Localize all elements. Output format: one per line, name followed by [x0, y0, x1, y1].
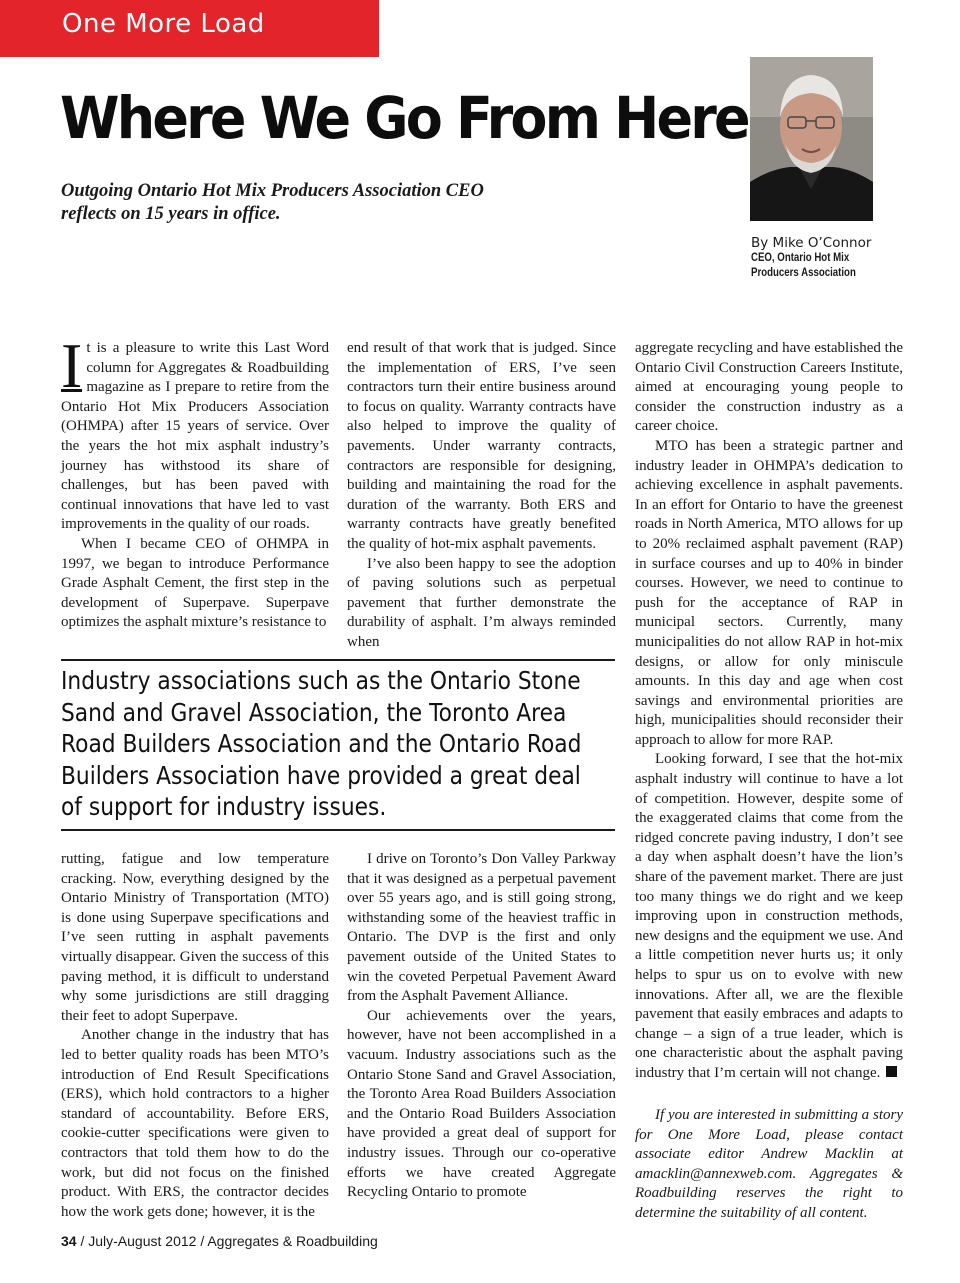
- article-column-2-lower: [347, 850, 616, 1203]
- pullquote-rule-bottom: [61, 829, 615, 831]
- paragraph: I t is a pleasure to write this Last Word column for Aggregates & Roadbuilding magazine as I prepare to retire from the Ontario Hot Mix Producers Association (OHMPA) after 15 years of service. Over the years the hot mix asphalt industry’s journey has withstood its share of challenges, but has been paved with continual innovations that have led to vast improvements in the quality of our roads.: [61, 330, 329, 533]
- paragraph: MTO has been a strategic partner and industry leader in OHMPA’s dedication to achieving excellence in asphalt pavements. In an effort for Ontario to have the greenest roads in North America, MTO allows for up to 20% reclaimed asphalt pavement (RAP) in surface courses and up to 40% in binder courses. However, we need to continue to push for the acceptance of RAP in municipal sectors. Currently, many municipalities do not allow RAP in hot-mix designs, or allow for only miniscule amounts. In this day and age when cost savings and environmental priorities are high, municipalities should reconsider their approach to allow for more RAP.: [635, 437, 903, 748]
- page-number: 34: [61, 1233, 77, 1249]
- headline: Where We Go From Here: [60, 84, 748, 152]
- article-column-1: [61, 330, 329, 633]
- paragraph: Our achievements over the years, however, have not been accomplished in a vacuum. Industry associations such as the Ontario Stone Sand and Gravel Association, the Toronto Area Road Builders Association and the Ontario Road Builders Association have provided a great deal of support for industry issues. Through our co-operative efforts we have created Aggregate Recycling Ontario to promote: [347, 1007, 616, 1201]
- paragraph: rutting, fatigue and low temperature cracking. Now, everything designed by the Ontario Ministry of Transportation (MTO) is done using Superpave specifications and I’ve seen rutting in asphalt pavements virtually disappear. Given the success of this paving method, it is difficult to understand why some jurisdictions are still dragging their feet to adopt Superpave.: [61, 851, 329, 1024]
- byline: [751, 235, 901, 281]
- author-photo: [750, 57, 873, 221]
- page-footer: [61, 1233, 378, 1249]
- article-column-3: [635, 339, 903, 1084]
- author-name: By Mike O’Connor: [751, 235, 872, 251]
- footer-text: / July-August 2012 / Aggregates & Roadbuilding: [76, 1233, 378, 1249]
- end-mark: [886, 1066, 897, 1077]
- submission-note: If you are interested in submitting a story for One More Load, please contact associate editor Andrew Macklin at amacklin@annexweb.com. Aggregates & Roadbuilding reserves the right to determine the suitability of all content.: [635, 1107, 903, 1221]
- section-banner: [0, 0, 379, 57]
- deck-subtitle: Outgoing Ontario Hot Mix Producers Association CEO reflects on 15 years in office.: [61, 181, 484, 224]
- author-title: CEO, Ontario Hot Mix Producers Association: [751, 252, 856, 279]
- paragraph: When I became CEO of OHMPA in 1997, we began to introduce Performance Grade Asphalt Cement, the first step in the development of Superpave. Superpave optimizes the asphalt mixture’s resistance to: [61, 535, 329, 631]
- paragraph: aggregate recycling and have established the Ontario Civil Construction Careers Institute, aimed at encouraging young people to consider the construction industry as a career choice.: [635, 340, 903, 435]
- pullquote-rule-top: [61, 659, 615, 661]
- paragraph: Another change in the industry that has led to better quality roads has been MTO’s introduction of End Result Specifications (ERS), which hold contractors to a higher standard of accountability. Before ERS, cookie-cutter specifications were given to contractors that told them how to do the work, but did not focus on the finished product. With ERS, the contractor decides how the work gets done; however, it is the: [61, 1027, 329, 1220]
- article-column-2: [347, 339, 616, 653]
- pullquote: Industry associations such as the Ontario Stone Sand and Gravel Association, the Toronto Area Road Builders Association and the Ontario Road Builders Association have provided a great deal of support for industry issues.: [61, 666, 582, 821]
- paragraph: I’ve also been happy to see the adoption of paving solutions such as perpetual pavement that further demonstrate the durability of asphalt. I’m always reminded when: [347, 555, 616, 650]
- section-label: One More Load: [62, 9, 265, 39]
- drop-cap: I: [61, 330, 83, 401]
- paragraph: Looking forward, I see that the hot-mix asphalt industry will continue to have a lot of competition. However, despite some of the exaggerated claims that come from the ridged concrete paving industry, I don’t see a day when asphalt doesn’t have the lion’s share of the pavement market. There are just too many things we do right and we keep improving upon in construction methods, new designs and the equipment we use. And a little competition never hurts us; it only helps to spur us on to evolve with new innovations. After all, we are the flexible pavement that easily embraces and adapts to change – a sign of a true leader, which is one characteristic about the asphalt paving industry that I’m certain will not change.: [635, 751, 903, 1081]
- paragraph: I drive on Toronto’s Don Valley Parkway that it was designed as a perpetual pavement over 55 years ago, and is still going strong, withstanding some of the heaviest traffic in Ontario. The DVP is the first and only pavement outside of the United States to win the coveted Perpetual Pavement Award from the Asphalt Pavement Alliance.: [347, 851, 616, 1005]
- paragraph: end result of that work that is judged. Since the implementation of ERS, I’ve seen contractors turn their entire business around to focus on quality. Warranty contracts have also helped to improve the quality of pavements. Under warranty contracts, contractors are responsible for designing, building and maintaining the road for the duration of the warranty. Both ERS and warranty contracts have greatly benefited the quality of hot-mix asphalt pavements.: [347, 340, 616, 552]
- article-column-1-lower: [61, 850, 329, 1222]
